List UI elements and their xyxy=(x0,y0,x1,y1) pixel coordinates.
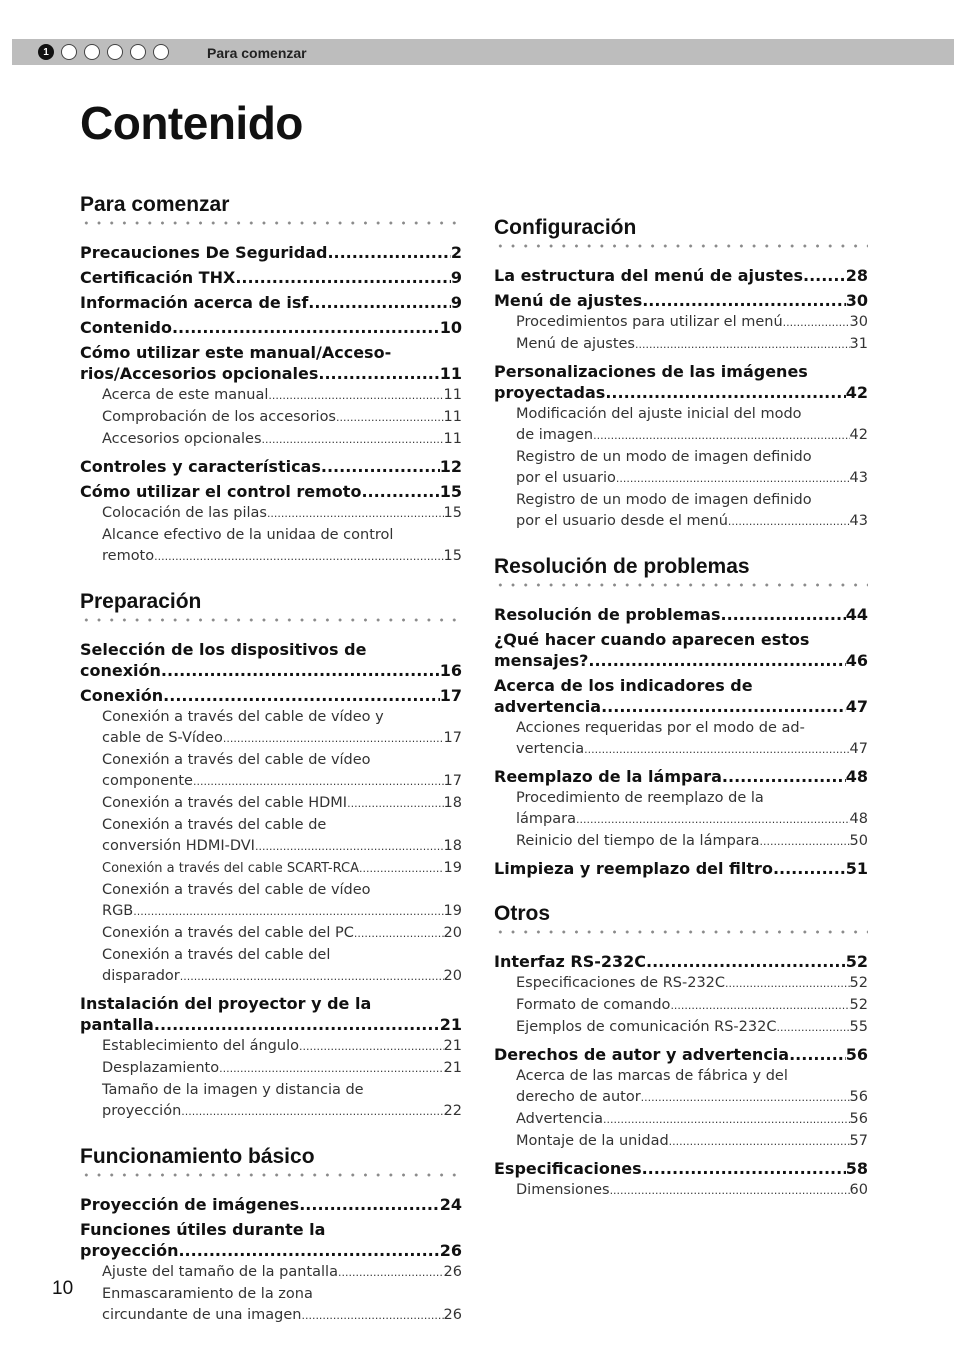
toc-entry[interactable] xyxy=(494,604,868,625)
entry-page-number: 11 xyxy=(443,387,462,403)
dot-leader xyxy=(776,1017,849,1038)
toc-subentry[interactable] xyxy=(494,788,868,830)
entry-page-number: 11 xyxy=(443,431,462,447)
dot-leader xyxy=(642,290,846,311)
dot-leader xyxy=(361,481,439,502)
dot-leader xyxy=(760,831,850,852)
header-section-label: Para comenzar xyxy=(207,45,307,61)
section-title: Para comenzar xyxy=(80,193,230,216)
entry-page-number: 42 xyxy=(849,427,868,443)
toc-entry[interactable] xyxy=(494,629,868,671)
chapter-step-circle xyxy=(107,44,123,60)
dot-leader xyxy=(154,1014,440,1035)
entry-text: Menú de ajustes xyxy=(516,336,635,352)
entry-text: Establecimiento del ángulo xyxy=(102,1038,300,1054)
entry-page-number: 21 xyxy=(439,1015,462,1034)
entry-page-number: 15 xyxy=(439,482,462,501)
dotted-divider xyxy=(80,1172,462,1178)
entry-page-number: 19 xyxy=(443,903,462,919)
dot-leader xyxy=(267,503,444,524)
dot-leader xyxy=(161,660,440,681)
section-title: Resolución de problemas xyxy=(494,555,750,578)
entry-text: Desplazamiento xyxy=(102,1060,220,1076)
toc-left-column xyxy=(80,192,462,1348)
entry-text: Precauciones De Seguridad xyxy=(80,243,328,262)
toc-section xyxy=(494,554,868,879)
toc-subentry[interactable] xyxy=(80,1080,462,1122)
dot-leader xyxy=(783,312,850,333)
toc-entry[interactable] xyxy=(80,242,462,263)
dot-leader xyxy=(321,456,440,477)
entry-text-line: Procedimiento de reemplazo de la xyxy=(516,790,764,806)
entry-text: Especificaciones xyxy=(494,1159,642,1178)
entry-page-number: 55 xyxy=(849,1019,868,1035)
dot-leader xyxy=(593,425,849,446)
dot-leader xyxy=(299,1036,444,1057)
entry-text: remoto xyxy=(102,548,155,564)
entry-page-number: 43 xyxy=(849,470,868,486)
dot-leader xyxy=(576,809,850,830)
entry-page-number: 58 xyxy=(845,1159,868,1178)
page-number: 10 xyxy=(52,1278,74,1299)
entry-text: Reinicio del tiempo de la lámpara xyxy=(516,833,760,849)
entry-page-number: 44 xyxy=(845,605,868,624)
entry-text: conversión HDMI-DVI xyxy=(102,838,255,854)
entry-page-number: 48 xyxy=(849,811,868,827)
entry-text: proyección xyxy=(102,1103,182,1119)
toc-subentry[interactable] xyxy=(494,404,868,446)
toc-subentry[interactable] xyxy=(80,385,462,406)
toc-subentry[interactable] xyxy=(80,707,462,749)
toc-subentry[interactable] xyxy=(494,973,868,994)
dot-leader xyxy=(181,1101,443,1122)
toc-subentry[interactable] xyxy=(80,880,462,922)
dot-leader xyxy=(262,429,444,450)
dotted-divider xyxy=(494,929,868,935)
toc-entry[interactable] xyxy=(494,361,868,403)
dotted-divider xyxy=(80,220,462,226)
entry-page-number: 57 xyxy=(849,1133,868,1149)
entry-text-line: Registro de un modo de imagen definido xyxy=(516,492,812,508)
entry-page-number: 26 xyxy=(439,1241,462,1260)
toc-entry[interactable] xyxy=(80,317,462,338)
entry-text-line: Acerca de los indicadores de xyxy=(494,676,753,695)
chapter-step-circle xyxy=(130,44,146,60)
toc-subentry[interactable] xyxy=(80,1058,462,1079)
entry-text: lámpara xyxy=(516,811,576,827)
entry-page-number: 12 xyxy=(439,457,462,476)
dot-leader xyxy=(235,267,451,288)
toc-subentry[interactable] xyxy=(80,923,462,944)
entry-page-number: 60 xyxy=(849,1182,868,1198)
entry-page-number: 56 xyxy=(849,1111,868,1127)
entry-text: Resolución de problemas xyxy=(494,605,721,624)
dot-leader xyxy=(172,317,440,338)
entry-text-line: Conexión a través del cable de vídeo xyxy=(102,752,371,768)
toc-entry[interactable] xyxy=(80,1219,462,1261)
toc-subentry[interactable] xyxy=(80,429,462,450)
entry-text: proyectadas xyxy=(494,383,606,402)
toc-subentry[interactable] xyxy=(494,447,868,489)
entry-text: Colocación de las pilas xyxy=(102,505,267,521)
dot-leader xyxy=(154,546,443,567)
dot-leader xyxy=(722,766,846,787)
toc-entry[interactable] xyxy=(80,342,462,384)
entry-text: Acerca de este manual xyxy=(102,387,269,403)
toc-entry[interactable] xyxy=(494,858,868,879)
entry-text: Menú de ajustes xyxy=(494,291,643,310)
entry-text: cable de S-Vídeo xyxy=(102,730,223,746)
dot-leader xyxy=(327,242,450,263)
toc-subentry[interactable] xyxy=(80,407,462,428)
entry-page-number: 30 xyxy=(849,314,868,330)
toc-entry[interactable] xyxy=(80,639,462,681)
entry-page-number: 18 xyxy=(443,838,462,854)
entry-page-number: 50 xyxy=(849,833,868,849)
entry-page-number: 47 xyxy=(845,697,868,716)
chapter-step-circle xyxy=(61,44,77,60)
entry-page-number: 18 xyxy=(443,795,462,811)
entry-page-number: 11 xyxy=(443,409,462,425)
entry-text: La estructura del menú de ajustes xyxy=(494,266,803,285)
entry-text-line: Acciones requeridas por el modo de ad- xyxy=(516,720,805,736)
entry-text: conexión xyxy=(80,661,161,680)
dot-leader xyxy=(308,292,451,313)
toc-subentry[interactable] xyxy=(494,831,868,852)
toc-section xyxy=(80,1144,462,1326)
entry-text-line: Cómo utilizar este manual/Acceso- xyxy=(80,343,392,362)
entry-page-number: 52 xyxy=(849,997,868,1013)
dot-leader xyxy=(223,728,444,749)
entry-text: Dimensiones xyxy=(516,1182,610,1198)
toc-subentry[interactable] xyxy=(494,995,868,1016)
entry-text: disparador xyxy=(102,968,180,984)
entry-text: por el usuario desde el menú xyxy=(516,513,728,529)
entry-page-number: 20 xyxy=(443,968,462,984)
entry-text: Comprobación de los accesorios xyxy=(102,409,336,425)
dot-leader xyxy=(301,1305,443,1326)
entry-page-number: 22 xyxy=(443,1103,462,1119)
dot-leader xyxy=(193,771,444,792)
dot-leader xyxy=(180,966,444,987)
section-title: Otros xyxy=(494,902,551,925)
toc-subentry[interactable] xyxy=(80,945,462,987)
toc-section xyxy=(80,192,462,567)
entry-text-line: Conexión a través del cable de vídeo xyxy=(102,882,371,898)
entry-page-number: 16 xyxy=(439,661,462,680)
toc-entry[interactable] xyxy=(80,292,462,313)
entry-text: pantalla xyxy=(80,1015,154,1034)
toc-subentry[interactable] xyxy=(80,1262,462,1283)
dot-leader xyxy=(725,973,850,994)
entry-page-number: 51 xyxy=(845,859,868,878)
toc-entry[interactable] xyxy=(494,951,868,972)
toc-entry[interactable] xyxy=(80,685,462,706)
entry-text: Proyección de imágenes xyxy=(80,1195,300,1214)
entry-text: rios/Accesorios opcionales xyxy=(80,364,319,383)
entry-text-line: Alcance efectivo de la unidaa de control xyxy=(102,527,394,543)
dot-leader xyxy=(255,836,444,857)
entry-text-line: Instalación del proyector y de la xyxy=(80,994,372,1013)
toc-subentry[interactable] xyxy=(494,490,868,532)
entry-text: Información acerca de isf xyxy=(80,293,309,312)
dot-leader xyxy=(728,511,850,532)
toc-subentry[interactable] xyxy=(494,1131,868,1152)
section-title: Preparación xyxy=(80,590,202,613)
entry-page-number: 17 xyxy=(443,730,462,746)
toc-entry[interactable] xyxy=(80,993,462,1035)
toc-subentry[interactable] xyxy=(80,1036,462,1057)
entry-text-line: Registro de un modo de imagen definido xyxy=(516,449,812,465)
dot-leader xyxy=(163,685,440,706)
toc-entry[interactable] xyxy=(80,267,462,288)
toc-entry[interactable] xyxy=(80,1194,462,1215)
entry-text: Reemplazo de la lámpara xyxy=(494,767,722,786)
dot-leader xyxy=(773,858,846,879)
entry-text: vertencia xyxy=(516,741,585,757)
entry-text: Conexión xyxy=(80,686,164,705)
section-title: Configuración xyxy=(494,216,637,239)
dotted-divider xyxy=(80,617,462,623)
toc-subentry[interactable] xyxy=(494,312,868,333)
toc-subentry[interactable] xyxy=(80,858,462,879)
entry-text: Ajuste del tamaño de la pantalla xyxy=(102,1264,338,1280)
entry-text: Limpieza y reemplazo del filtro xyxy=(494,859,773,878)
section-title: Funcionamiento básico xyxy=(80,1145,315,1168)
dot-leader xyxy=(133,901,443,922)
dot-leader xyxy=(359,858,444,879)
entry-page-number: 26 xyxy=(443,1264,462,1280)
toc-subentry[interactable] xyxy=(80,1284,462,1326)
entry-text: Controles y características xyxy=(80,457,321,476)
toc-subentry[interactable] xyxy=(80,503,462,524)
toc-subentry[interactable] xyxy=(494,334,868,355)
entry-page-number: 2 xyxy=(450,243,462,262)
entry-page-number: 17 xyxy=(443,773,462,789)
toc-entry[interactable] xyxy=(80,481,462,502)
entry-text: mensajes? xyxy=(494,651,589,670)
toc-entry[interactable] xyxy=(80,456,462,477)
toc-entry[interactable] xyxy=(494,265,868,286)
entry-text: de imagen xyxy=(516,427,594,443)
dot-leader xyxy=(588,650,845,671)
entry-text: Montaje de la unidad xyxy=(516,1133,669,1149)
chapter-step-circle: 1 xyxy=(38,44,54,60)
entry-page-number: 30 xyxy=(845,291,868,310)
entry-text-line: Funciones útiles durante la xyxy=(80,1220,326,1239)
entry-text-line: Personalizaciones de las imágenes xyxy=(494,362,808,381)
toc-section xyxy=(494,215,868,532)
dot-leader xyxy=(336,407,444,428)
entry-text-line: Modificación del ajuste inicial del modo xyxy=(516,406,802,422)
entry-text: Especificaciones de RS-232C xyxy=(516,975,726,991)
chapter-steps xyxy=(38,44,169,60)
entry-page-number: 52 xyxy=(849,975,868,991)
entry-page-number: 19 xyxy=(443,860,462,876)
toc-subentry[interactable] xyxy=(80,525,462,567)
chapter-step-circle xyxy=(84,44,100,60)
entry-text-line: Enmascaramiento de la zona xyxy=(102,1286,313,1302)
entry-page-number: 17 xyxy=(439,686,462,705)
toc-section xyxy=(494,901,868,1201)
toc-entry[interactable] xyxy=(494,1158,868,1179)
toc-subentry[interactable] xyxy=(494,718,868,760)
dot-leader xyxy=(641,1087,850,1108)
dot-leader xyxy=(268,385,443,406)
entry-page-number: 15 xyxy=(443,505,462,521)
dot-leader xyxy=(354,923,444,944)
entry-text: Certificación THX xyxy=(80,268,236,287)
entry-text-line: Conexión a través del cable de vídeo y xyxy=(102,709,384,725)
entry-text: Derechos de autor y advertencia xyxy=(494,1045,790,1064)
entry-text: advertencia xyxy=(494,697,602,716)
entry-page-number: 26 xyxy=(443,1307,462,1323)
entry-text: por el usuario xyxy=(516,470,616,486)
toc-subentry[interactable] xyxy=(494,1180,868,1201)
dot-leader xyxy=(646,951,846,972)
toc-subentry[interactable] xyxy=(494,1109,868,1130)
dot-leader xyxy=(616,468,850,489)
dot-leader xyxy=(720,604,845,625)
dot-leader xyxy=(601,696,846,717)
chapter-step-circle xyxy=(153,44,169,60)
toc-entry[interactable] xyxy=(494,290,868,311)
entry-page-number: 56 xyxy=(849,1089,868,1105)
entry-text-line: Tamaño de la imagen y distancia de xyxy=(102,1082,364,1098)
dot-leader xyxy=(635,334,850,355)
entry-text: proyección xyxy=(80,1241,179,1260)
dot-leader xyxy=(347,793,443,814)
entry-text: Advertencia xyxy=(516,1111,604,1127)
entry-page-number: 15 xyxy=(443,548,462,564)
entry-text: Formato de comando xyxy=(516,997,671,1013)
toc-subentry[interactable] xyxy=(494,1017,868,1038)
entry-text-line: Selección de los dispositivos de xyxy=(80,640,367,659)
entry-text: Interfaz RS-232C xyxy=(494,952,646,971)
entry-page-number: 43 xyxy=(849,513,868,529)
dot-leader xyxy=(610,1180,850,1201)
entry-text-line: Conexión a través del cable del xyxy=(102,947,331,963)
toc-right-column xyxy=(494,215,868,1223)
entry-text: Ejemplos de comunicación RS-232C xyxy=(516,1019,777,1035)
entry-text-line: Acerca de las marcas de fábrica y del xyxy=(516,1068,788,1084)
dot-leader xyxy=(670,995,849,1016)
toc-subentry[interactable] xyxy=(80,750,462,792)
toc-section xyxy=(80,589,462,1122)
entry-text: Conexión a través del cable HDMI xyxy=(102,795,348,811)
dot-leader xyxy=(299,1194,440,1215)
entry-page-number: 42 xyxy=(845,383,868,402)
entry-text: Conexión a través del cable del PC xyxy=(102,925,354,941)
toc-subentry[interactable] xyxy=(494,1066,868,1108)
toc-entry[interactable] xyxy=(494,675,868,717)
dot-leader xyxy=(603,1109,850,1130)
entry-page-number: 47 xyxy=(849,741,868,757)
dotted-divider xyxy=(494,243,868,249)
entry-text: Accesorios opcionales xyxy=(102,431,262,447)
page-title: Contenido xyxy=(80,97,303,149)
toc-entry[interactable] xyxy=(494,766,868,787)
entry-page-number: 20 xyxy=(443,925,462,941)
entry-page-number: 9 xyxy=(450,293,462,312)
dotted-divider xyxy=(494,582,868,588)
dot-leader xyxy=(584,739,849,760)
entry-text: RGB xyxy=(102,903,134,919)
dot-leader xyxy=(318,363,439,384)
dot-leader xyxy=(338,1262,444,1283)
entry-text: Cómo utilizar el control remoto xyxy=(80,482,362,501)
entry-page-number: 24 xyxy=(439,1195,462,1214)
dot-leader xyxy=(642,1158,846,1179)
entry-page-number: 11 xyxy=(439,364,462,383)
entry-page-number: 21 xyxy=(443,1038,462,1054)
entry-text: Conexión a través del cable SCART-RCA xyxy=(102,861,359,876)
entry-text: componente xyxy=(102,773,193,789)
entry-page-number: 28 xyxy=(845,266,868,285)
entry-text-line: ¿Qué hacer cuando aparecen estos xyxy=(494,630,810,649)
entry-text: Contenido xyxy=(80,318,172,337)
dot-leader xyxy=(178,1240,439,1261)
entry-page-number: 52 xyxy=(845,952,868,971)
entry-page-number: 21 xyxy=(443,1060,462,1076)
dot-leader xyxy=(669,1131,850,1152)
entry-page-number: 9 xyxy=(450,268,462,287)
toc-entry[interactable] xyxy=(494,1044,868,1065)
entry-text: derecho de autor xyxy=(516,1089,641,1105)
dot-leader xyxy=(803,265,846,286)
entry-text-line: Conexión a través del cable de xyxy=(102,817,327,833)
dot-leader xyxy=(219,1058,443,1079)
entry-text: circundante de una imagen xyxy=(102,1307,302,1323)
entry-page-number: 31 xyxy=(849,336,868,352)
entry-text: Procedimientos para utilizar el menú xyxy=(516,314,783,330)
entry-page-number: 48 xyxy=(845,767,868,786)
entry-page-number: 46 xyxy=(845,651,868,670)
toc-subentry[interactable] xyxy=(80,793,462,814)
dot-leader xyxy=(789,1044,846,1065)
dot-leader xyxy=(605,382,845,403)
entry-page-number: 10 xyxy=(439,318,462,337)
toc-subentry[interactable] xyxy=(80,815,462,857)
entry-page-number: 56 xyxy=(845,1045,868,1064)
